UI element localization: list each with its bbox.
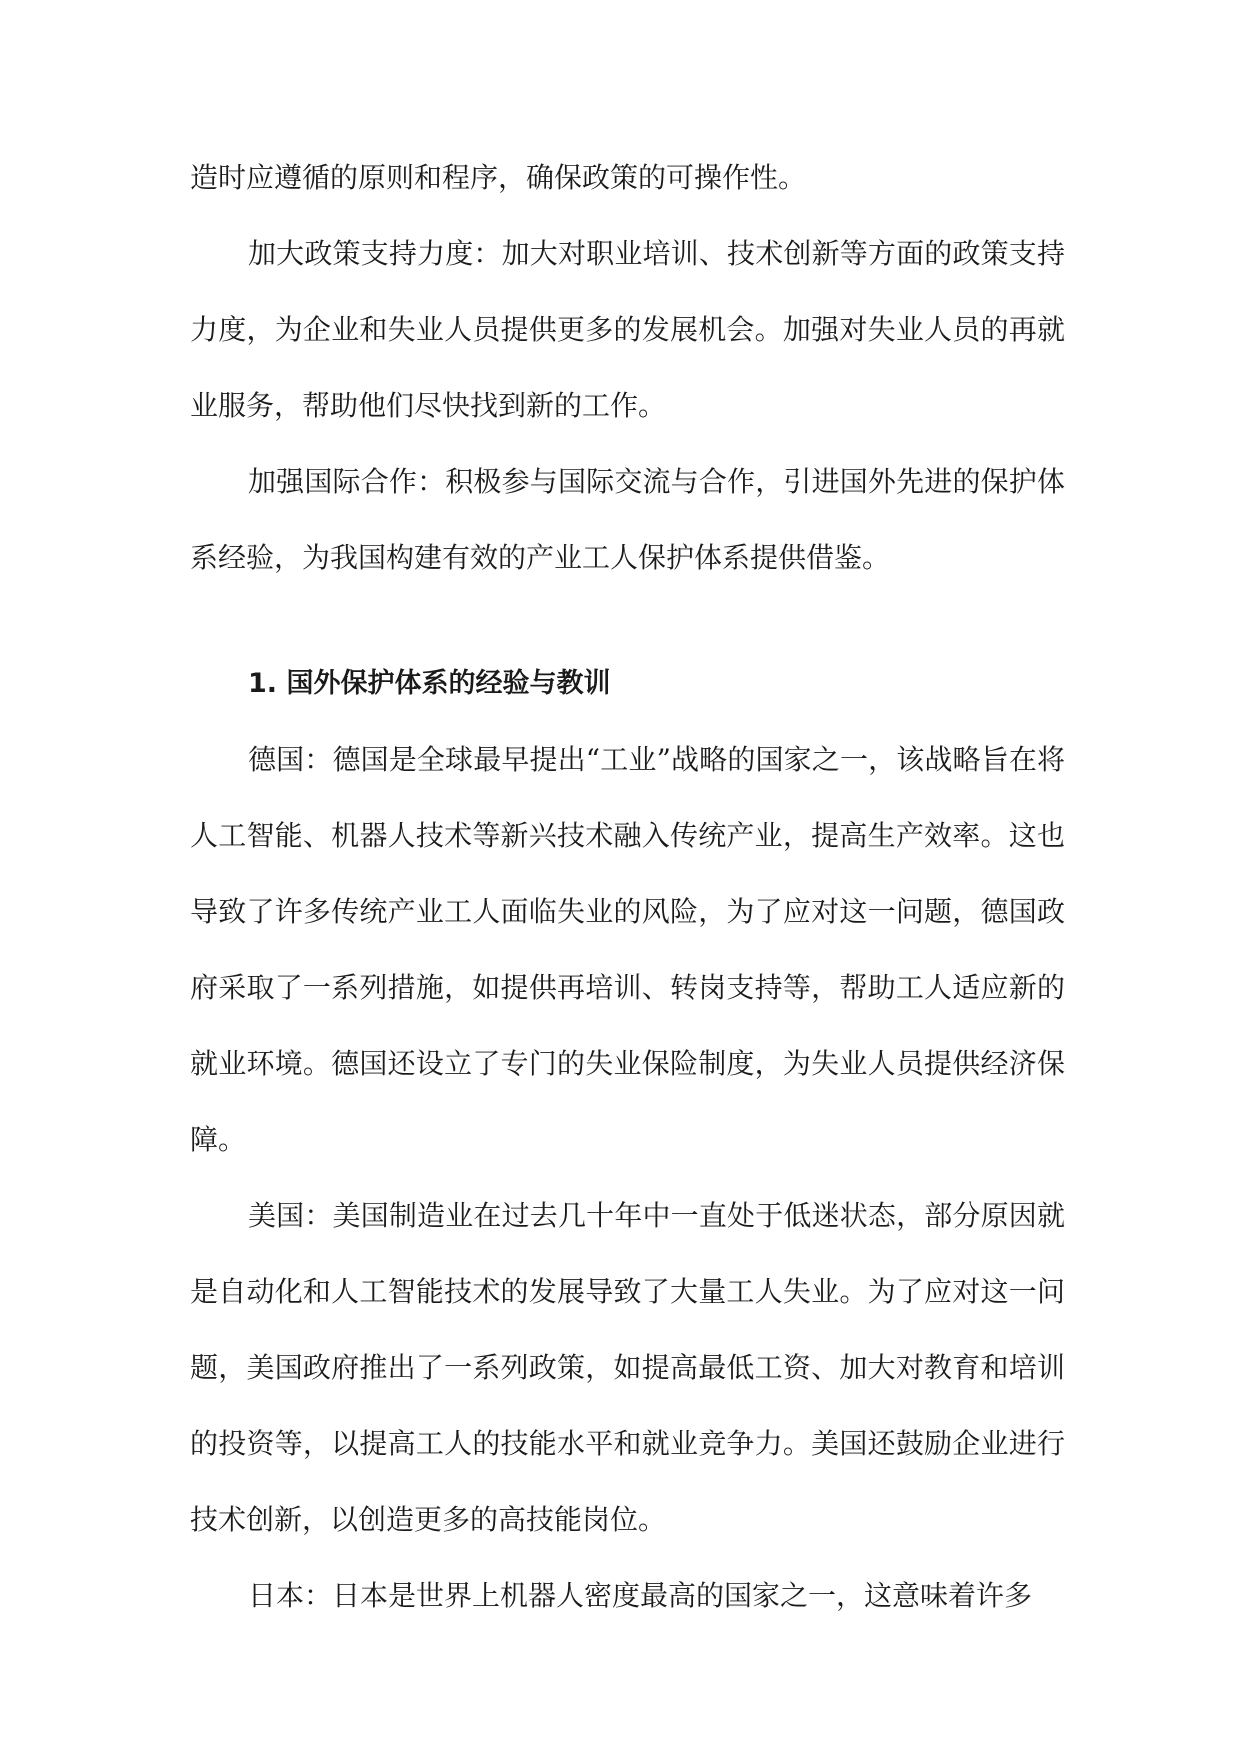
paragraph-continuation: 造时应遵循的原则和程序，确保政策的可操作性。 [190,161,807,194]
paragraph-japan: 日本：日本是世界上机器人密度最高的国家之一，这意味着许多 [248,1579,1033,1612]
paragraph-policy-support: 加大政策支持力度：加大对职业培训、技术创新等方面的政策支持力度，为企业和失业人员提供更多的发展机会。加强对失业人员的再就业服务，帮助他们尽快找到新的工作。 [190,237,1065,422]
document-body [190,140,1065,1634]
section-heading: 1. 国外保护体系的经验与教训 [248,668,611,699]
paragraph-usa: 美国：美国制造业在过去几十年中一直处于低迷状态，部分原因就是自动化和人工智能技术的发展导致了大量工人失业。为了应对这一问题，美国政府推出了一系列政策，如提高最低工资、加大对教育和培训的投资等，以提高工人的技能水平和就业竞争力。美国还鼓励企业进行技术创新，以创造更多的高技能岗位。 [190,1199,1065,1536]
paragraph-international-cooperation: 加强国际合作：积极参与国际交流与合作，引进国外先进的保护体系经验，为我国构建有效的产业工人保护体系提供借鉴。 [190,465,1065,574]
paragraph-germany: 德国：德国是全球最早提出“工业”战略的国家之一，该战略旨在将人工智能、机器人技术等新兴技术融入传统产业，提高生产效率。这也导致了许多传统产业工人面临失业的风险，为了应对这一问题，德国政府采取了一系列措施，如提供再培训、转岗支持等，帮助工人适应新的就业环境。德国还设立了专门的失业保险制度，为失业人员提供经济保障。 [190,743,1065,1156]
